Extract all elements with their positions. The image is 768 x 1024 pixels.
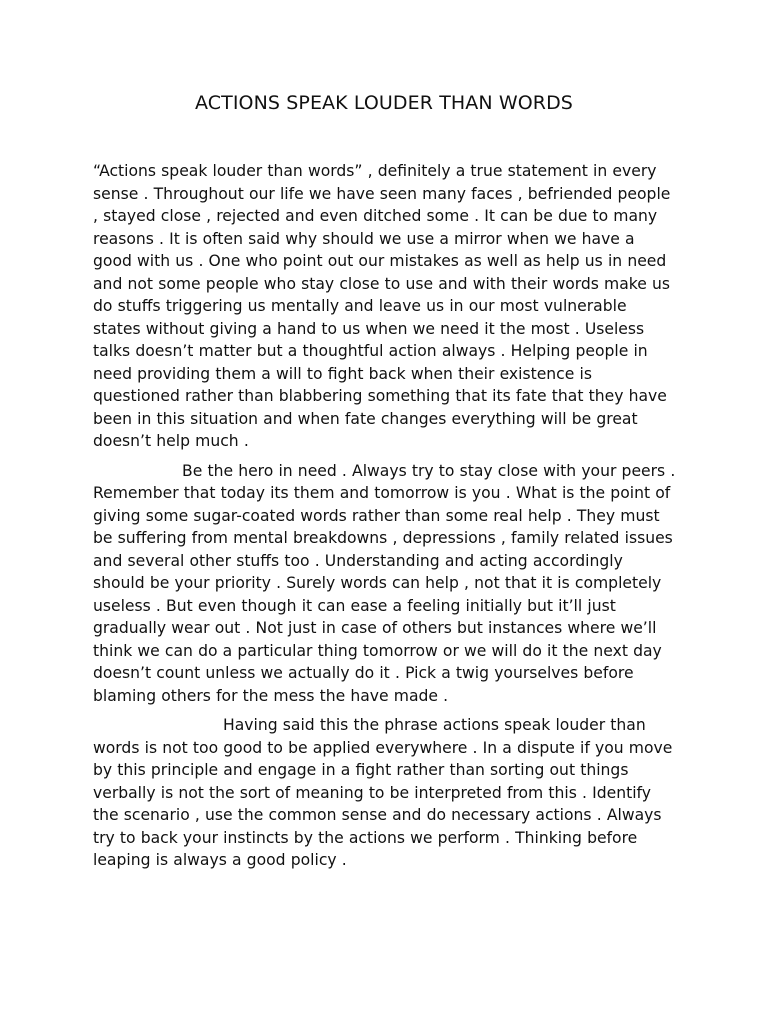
- document-title: ACTIONS SPEAK LOUDER THAN WORDS: [195, 92, 573, 114]
- paragraph-1: “Actions speak louder than words” , definitely a true statement in every sense . Throughout our life we have seen many faces , befriended people , stayed close , rejected and even ditched some . It can be due to many reasons . It is often said why should we use a mirror when we have a good with us . One who point out our mistakes as well as help us in need and not some people who stay close to use and with their words make us do stuffs triggering us mentally and leave us in our most vulnerable states without giving a hand to us when we need it the most . Useless talks doesn’t matter but a thoughtful action always . Helping people in need providing them a will to fight back when their existence is questioned rather than blabbering something that its fate that they have been in this situation and when fate changes everything will be great doesn’t help much .: [93, 162, 671, 450]
- document-body: [93, 160, 676, 879]
- paragraph-3: Having said this the phrase actions speak louder than words is not too good to be applied everywhere . In a dispute if you move by this principle and engage in a fight rather than sorting out things verbally is not the sort of meaning to be interpreted from this . Identify the scenario , use the common sense and do necessary actions . Always try to back your instincts by the actions we perform . Thinking before leaping is always a good policy .: [93, 716, 673, 869]
- paragraph-2: Be the hero in need . Always try to stay close with your peers . Remember that today its them and tomorrow is you . What is the point of giving some sugar-coated words rather than some real help . They must be suffering from mental breakdowns , depressions , family related issues and several other stuffs too . Understanding and acting accordingly should be your priority . Surely words can help , not that it is completely useless . But even though it can ease a feeling initially but it’ll just gradually wear out . Not just in case of others but instances where we’ll think we can do a particular thing tomorrow or we will do it the next day doesn’t count unless we actually do it . Pick a twig yourselves before blaming others for the mess the have made .: [93, 461, 676, 705]
